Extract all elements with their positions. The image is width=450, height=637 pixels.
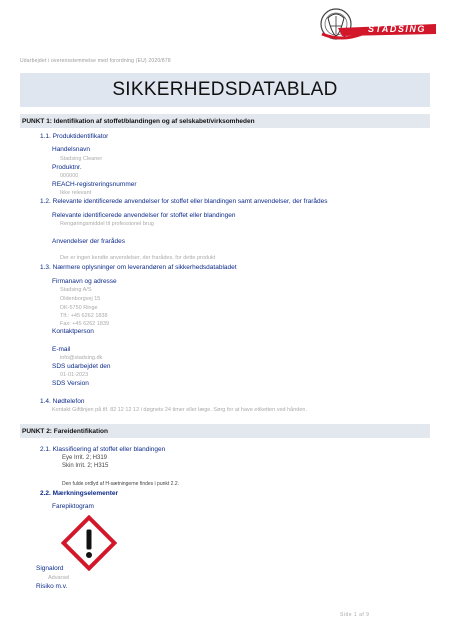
firma-line: Stadsing A/S <box>60 287 92 293</box>
sds-version-label: SDS Version <box>52 380 89 387</box>
anvendelser-value: Der er ingen kendte anvendelser, der frarådes, for dette produkt <box>60 255 216 261</box>
section-2-2: 2.2. Mærkningselementer <box>40 490 119 497</box>
firma-line: Fax: +45 6262 1839 <box>60 321 110 327</box>
sds-date-label: SDS udarbejdet den <box>52 363 111 370</box>
classification-line: Eye Irrit. 2; H319 <box>62 455 108 461</box>
page-title: SIKKERHEDSDATABLAD <box>112 79 338 100</box>
email-label: E-mail <box>52 346 71 353</box>
produktnr-value: 000000 <box>60 173 79 179</box>
farepiktogram-label: Farepiktogram <box>52 503 94 510</box>
exclamation-mark-icon <box>61 515 117 571</box>
section-1-1: 1.1. Produktidentifikator <box>40 133 109 140</box>
title-box <box>20 73 430 107</box>
kontaktperson-label: Kontaktperson <box>52 328 94 335</box>
email-value: info@stadsing.dk <box>60 355 103 361</box>
section1-heading: PUNKT 1: Identifikation af stoffet/blandingen og af selskabet/virksomheden <box>20 114 430 128</box>
classification-line: Skin Irrit. 2; H315 <box>62 463 109 469</box>
relevant-label: Relevante identificerede anvendelser for stoffet eller blandingen <box>52 212 236 219</box>
h-statement-note: Den fulde ordlyd af H-sætningerne findes i punkt 2.2. <box>62 481 180 487</box>
anvendelser-label: Anvendelser der frarådes <box>52 238 125 245</box>
emergency-text: Kontakt Giftlinjen på tlf. 82 12 12 12 i døgnets 24 timer eller læge. Sørg for at have etiketten ved hånden. <box>52 407 307 413</box>
risiko-label: Risiko m.v. <box>36 583 68 590</box>
section-1-3: 1.3. Nærmere oplysninger om leverandøren af sikkerhedsdatabladet <box>40 264 237 271</box>
produktnr-label: Produktnr. <box>52 164 82 171</box>
signalord-value: Advarsel <box>48 575 70 581</box>
signalord-label: Signalord <box>36 565 64 572</box>
reach-value: Ikke relevant <box>60 190 92 196</box>
page-number: Side 1 af 9 <box>340 612 370 618</box>
handelsnavn-value: Stadsing Cleaner <box>60 156 103 162</box>
sds-date-value: 01-01-2023 <box>60 372 89 378</box>
relevant-value: Rengøringsmiddel til professionel brug <box>60 221 154 227</box>
reach-label: REACH-registreringsnummer <box>52 181 137 188</box>
logo-text: STADSING <box>368 24 426 34</box>
firma-line: Tlf.: +45 6262 1838 <box>60 313 108 319</box>
firma-label: Firmanavn og adresse <box>52 278 117 285</box>
section-1-4: 1.4. Nødtelefon <box>40 398 85 405</box>
firma-line: Oldenborgvej 15 <box>60 296 101 302</box>
section-1-2: 1.2. Relevante identificerede anvendelser for stoffet eller blandingen samt anvendelser, der frarådes <box>40 198 328 205</box>
stadsing-logo <box>302 4 442 44</box>
firma-line: DK-5750 Ringe <box>60 305 98 311</box>
section2-heading: PUNKT 2: Fareidentifikation <box>20 424 430 438</box>
handelsnavn-label: Handelsnavn <box>52 146 90 153</box>
regulation-header: Udarbejdet i overensstemmelse med forordning (EU) 2020/878 <box>20 58 171 64</box>
section-2-1: 2.1. Klassificering af stoffet eller blandingen <box>40 446 166 453</box>
